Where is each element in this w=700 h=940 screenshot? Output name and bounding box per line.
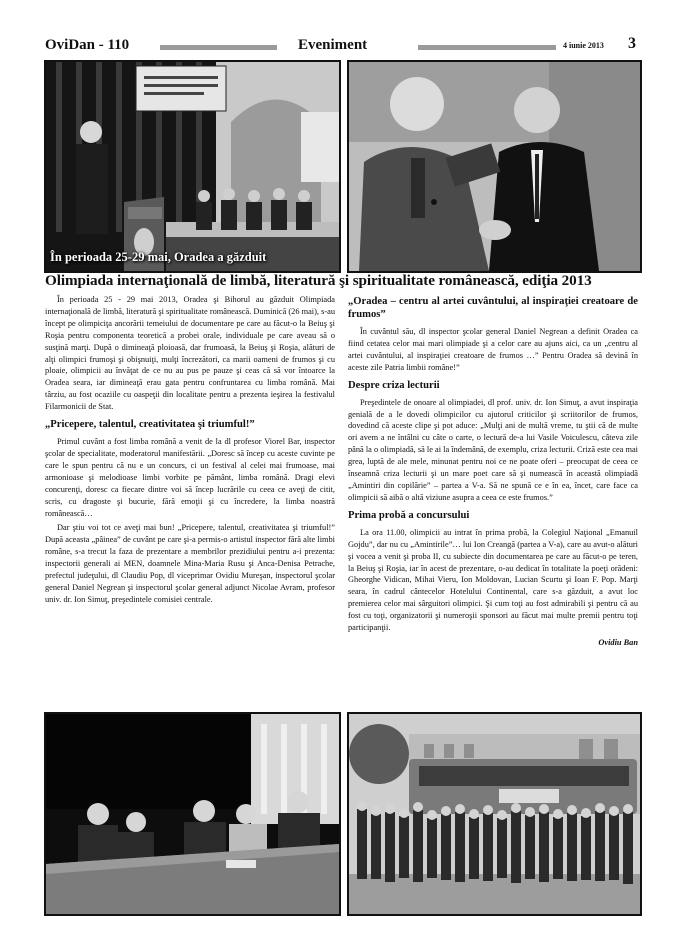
panel-table-image <box>46 714 339 914</box>
issue-date: 4 iunie 2013 <box>563 41 604 50</box>
article-right-column <box>348 294 638 708</box>
section-title: Eveniment <box>298 37 368 53</box>
article-headline: Olimpiada internaţională de limbă, literatură şi spiritualitate românească, ediţia 2013 <box>45 272 592 289</box>
photo-conference-hall <box>44 60 341 273</box>
article-subheading: „Oradea – centru al artei cuvântului, al inspiraţiei creatoare de frumos” <box>348 296 638 320</box>
article-paragraph: Dar ştiu voi tot ce aveţi mai bun! „Pricepere, talentul, creativitatea şi triumful!” După aceasta „pâinea” de cuvânt pe care şi-a permis-o artistul inspector fără alte limbi române, s-a trecut la faza de prezentare a membrilor prezidiului pentru a-i prezenta: inspectorii generali ai MEN, doamnele Mina-Maria Rusu şi Anca-Denisa Petrache, prefectul judeţului, dl Claudiu Pop, dl viceprimar Ovidiu Mureşan, inspectorul şcolar general Daniel Negrean şi inspectorul şcolar general adjunct Nicolae Avram, profesor univ. dr. Ion Simuţ, preşedintele comisiei centrale. <box>45 523 335 604</box>
group-outdoors-image <box>349 714 640 914</box>
photo-handshake <box>347 60 642 273</box>
article-subheading: Despre criza lecturii <box>348 379 440 391</box>
article-left-column <box>45 294 335 706</box>
page-number: 3 <box>628 35 636 52</box>
handshake-image <box>349 62 640 271</box>
article-paragraph: Primul cuvânt a fost limba română a venit de la dl profesor Viorel Bar, inspector şcolar de specialitate, moderatorul manifestării. „Doresc să încep cu aceste cuvinte pe care le spun pentru că nu e un concurs, ci un festival al celei mai frumoase, mai armonioase şi melodioase limbi vorbite pe pământ, limba română. Dragi elevi concurenţi, doresc ca fiecare dintre voi să încep lucrările cu ceea ce aveţi de citit, scris, cu dragoste şi bucurie, fără emoţii şi cu încredere, la limba noastră românească… <box>45 437 335 518</box>
article-paragraph: La ora 11.00, olimpicii au intrat în prima probă, la Colegiul Naţional „Emanuil Gojdu”, dar nu cu „Amintirile”… lui Ion Creangă (partea a V-a), care au avut-o alături şi vocea a venit şi proba II, cu subiecte din documentarea pe care au făcut-o pe teren, la Beiuş şi Roşia, iar în acest de prezentare, o-au dedicat în totalitate la poeţi orădeni: Gheorghe Vidican, Mihai Vieru, Ion Moldovan, Lucian Scurtu şi Ioan F. Pop. Marţi seara, în cadrul cântecelor Hotelului Continental, care s-a găzduit, a avut loc premierea celor mai sârguitori olimpici. Şi cum toţi au fost admirabili şi pentru că au fost cu toţi, organizatorii şi numeroşii sponsori au făcut mai multe premii pentru toţi participanţii. <box>348 527 638 633</box>
header-rule-left <box>160 45 277 50</box>
article-paragraph: În cuvântul său, dl inspector şcolar general Daniel Negrean a definit Oradea ca fiind cetatea celor mai mari olimpiade şi a celor care au ajuns aici, ca un „centru al artei cuvântului, al inspiraţiei creatoare de frumos …” Pentru Oradea să devină în aceste zile Patria limbii române!” <box>348 327 638 372</box>
header-rule-right <box>418 45 556 50</box>
photo-panel-table <box>44 712 341 916</box>
article-subheading: „Pricepere, talentul, creativitatea şi triumful!” <box>45 419 255 431</box>
author-signature: Ovidiu Ban <box>598 637 638 647</box>
publication-name: OviDan - 110 <box>45 37 130 53</box>
photo-group-outdoors <box>347 712 642 916</box>
conference-hall-image <box>46 62 339 271</box>
article-paragraph: În perioada 25 - 29 mai 2013, Oradea şi Bihorul au găzduit Olimpiada internaţională de limbă, literatură şi spiritualitate românească. Duminică (26 mai), s-au încept pe olimpiciţa ancorării temeiului de documentare pe care au făcut-o la Beiuş şi Roşia pentru componenta teoretică a probei orale, individuale pe care aveau să o susţină marţi. După o dimineaţă ploioasă, dar frumoasă, la Beiuş şi Roşia, alături de alţi olimpici frumoşi şi obişnuiţi, mulţi încrezători, ca marii oameni de frumos şi cu ploaie, olimpicii au învăţat de ce nu au pus pe pauze şi ceas că să vor întoarce la Oradea seara, iar dimineaţă erau gata pentru confruntarea cu limba română. Mai târziu, au fost ocaziile cu oaspeţii din localitate pentru a prezenta ieşirea la festivalul Filarmonicii de Stat. <box>45 295 335 412</box>
photo-caption: În perioada 25-29 mai, Oradea a găzduit <box>50 250 267 264</box>
article-subheading: Prima probă a concursului <box>348 509 470 521</box>
article-paragraph: Preşedintele de onoare al olimpiadei, dl prof. univ. dr. Ion Simuţ, a avut inspiraţia genială de a le dovedi olimpicilor cu ajutorul criticilor şi scriitorilor de frumos, dovedind că aceste clipe şi pot aduce: „Mulţi ani de multă vreme, tu ştii că de multe ori avem a ne întâlni cu câte o carte, o lectură de-a lui Vasile Voiculescu, câteva zile până la o olimpiadă, să le ai la îndemână, de exemplu, criza lecturii. Criză este cea mai grea, luptă de ale mele, minunat pentru noi ce ne poate oferi – preocupat de ceea ce înseamnă criza lecturii şi un mare poet care să şi numească în această olimpiadă „Amintiri din copilărie” – partea a V-a. Să ne spună ce e în ea, încet, care face ca olimpicii să aibă o altă viziune asupra a ceea ce este frumos.” <box>348 397 638 502</box>
